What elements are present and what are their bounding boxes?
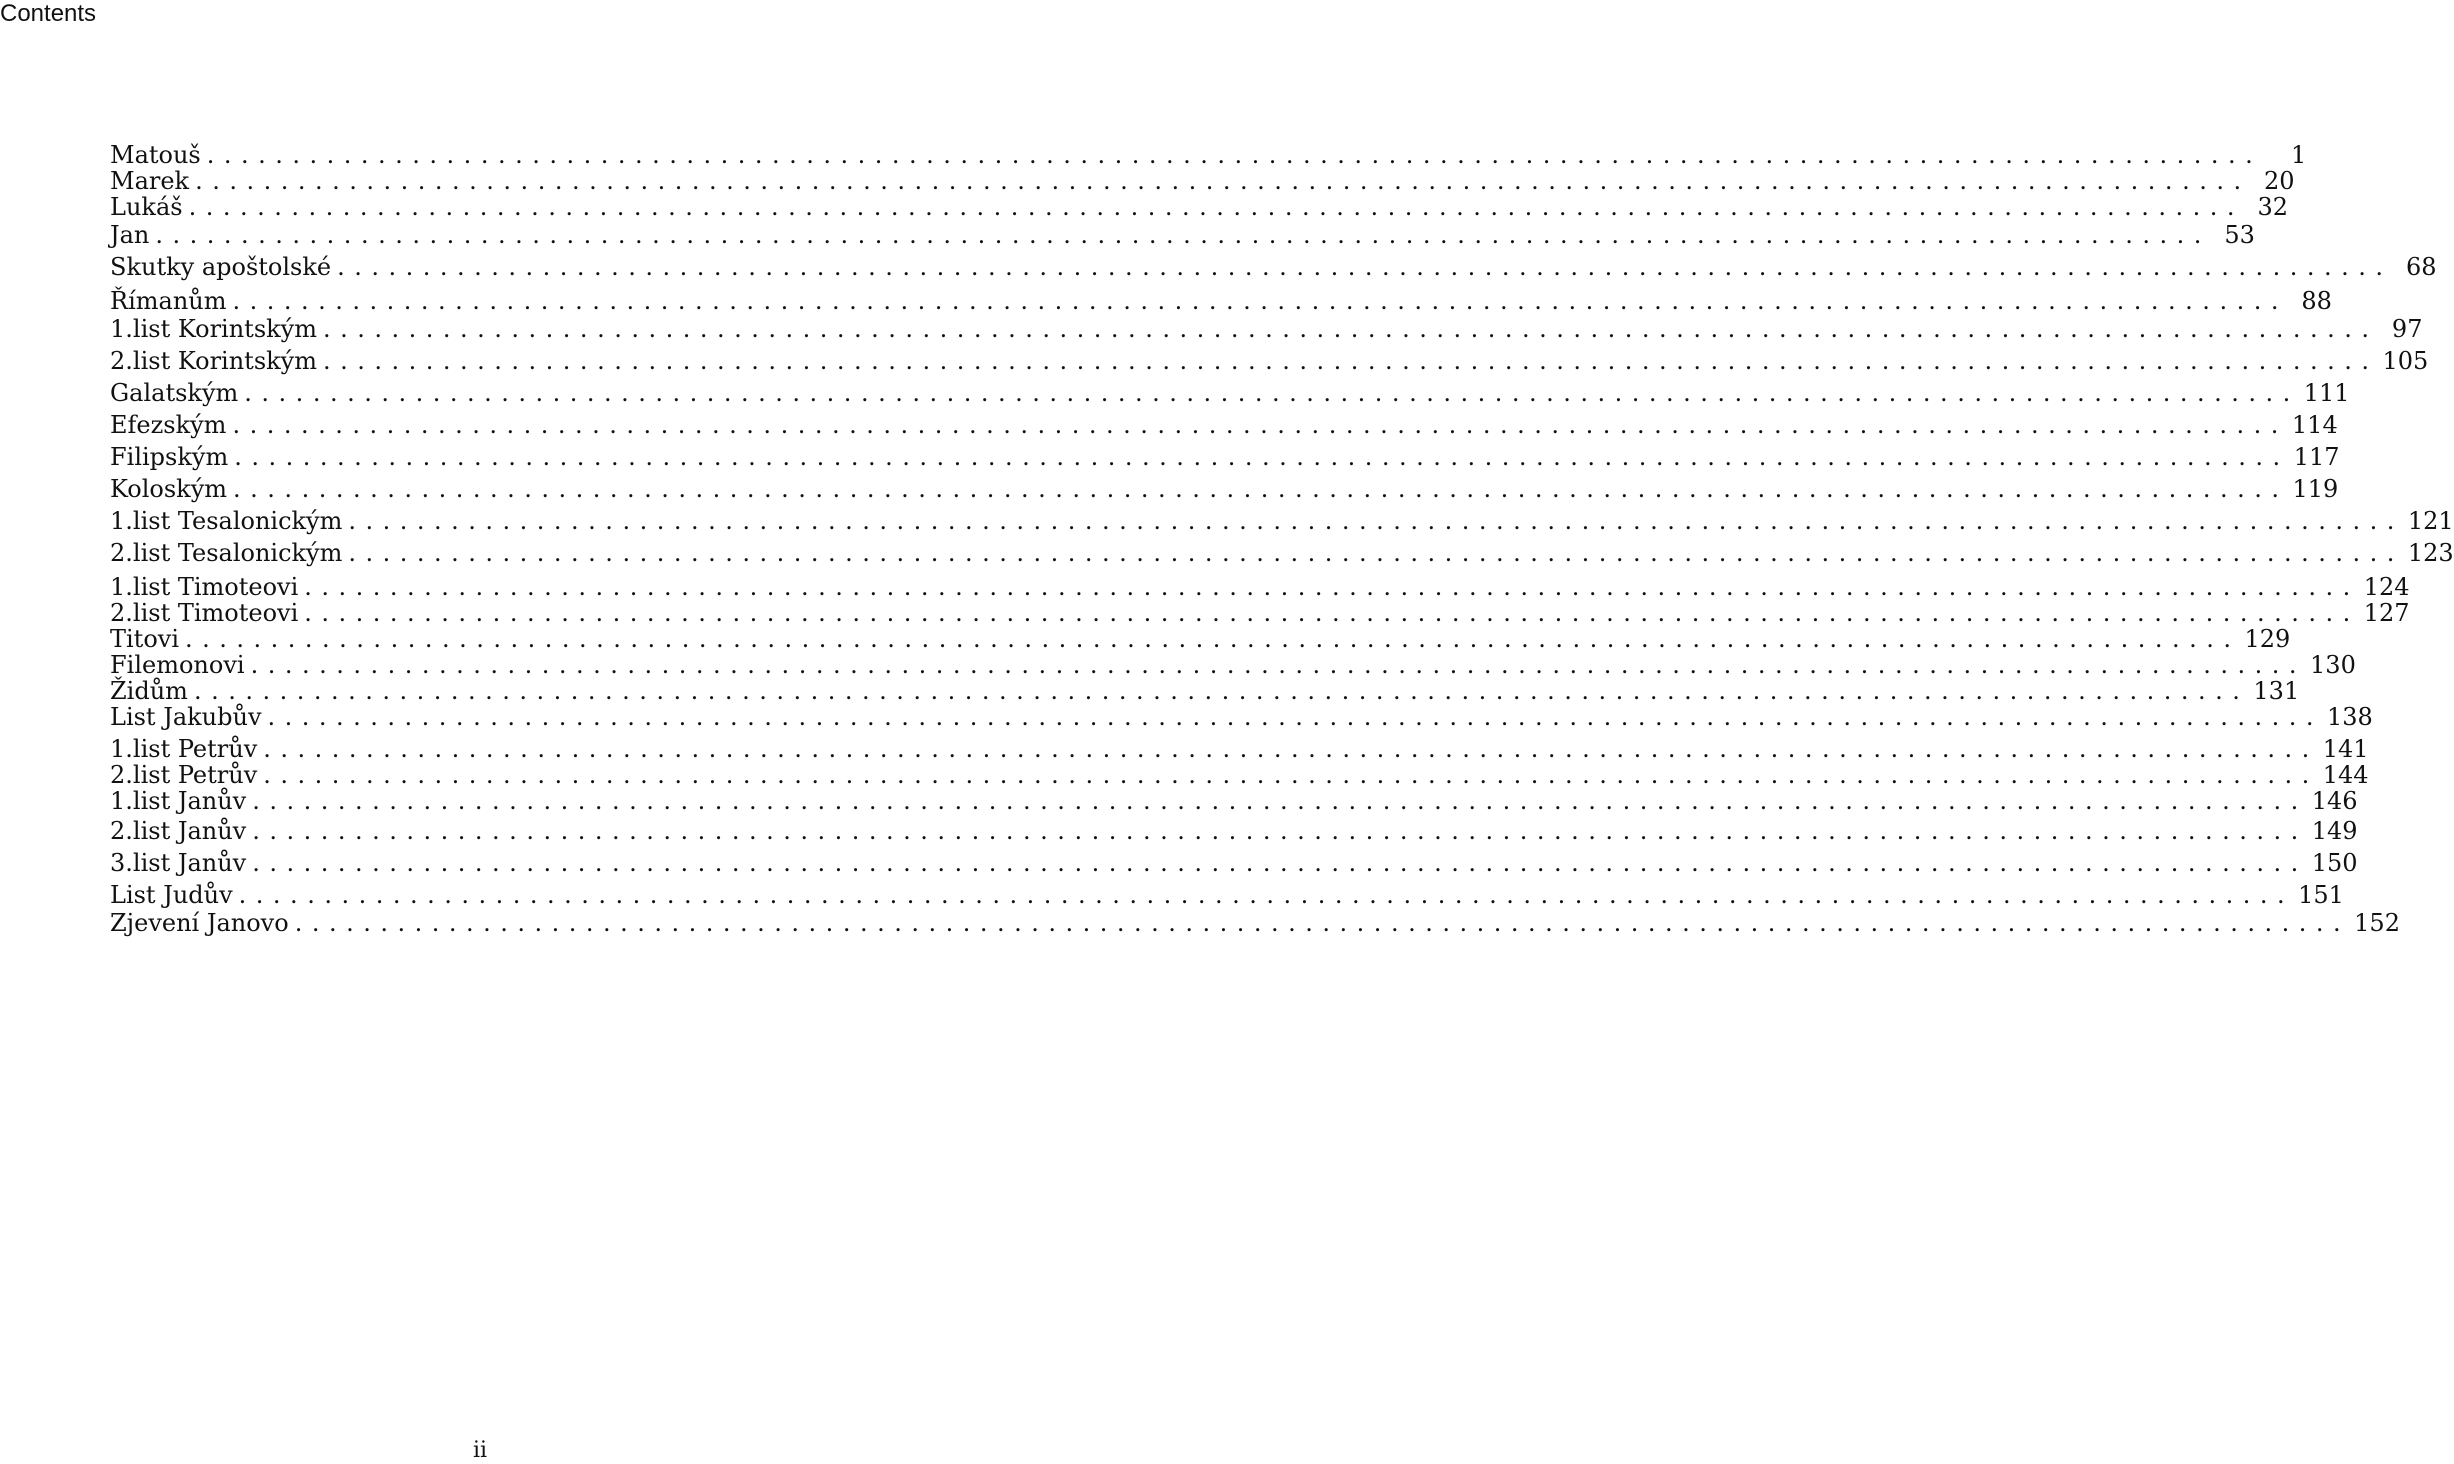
page-header-title: Contents — [0, 0, 97, 27]
toc-entry[interactable] — [110, 506, 2454, 536]
toc-dot-leader: ........................................................................................................................ — [244, 379, 2300, 407]
toc-entry-title: Skutky apoštolské — [110, 253, 332, 281]
toc-entry-page: 127 — [2363, 599, 2410, 627]
toc-entry[interactable] — [110, 474, 2339, 504]
toc-entry-title: 1.list Petrův — [110, 735, 258, 763]
toc-entry[interactable] — [110, 702, 2373, 732]
page-number-footer: ii — [472, 1438, 488, 1463]
toc-dot-leader: ........................................................................................................................ — [323, 347, 2379, 375]
toc-dot-leader: ........................................................................................................................ — [155, 221, 2211, 249]
toc-entry-title: Zjevení Janovo — [110, 909, 289, 937]
toc-entry[interactable] — [110, 314, 2423, 344]
toc-entry-page: 121 — [2407, 507, 2454, 535]
toc-dot-leader: ........................................................................................................................ — [252, 787, 2308, 815]
toc-entry[interactable] — [110, 378, 2350, 408]
toc-entry-title: Koloským — [110, 475, 228, 503]
toc-dot-leader: ........................................................................................................................ — [252, 849, 2308, 877]
toc-entry[interactable] — [110, 442, 2340, 472]
toc-entry-title: Lukáš — [110, 193, 183, 221]
toc-entry-page: 130 — [2310, 651, 2356, 679]
toc-entry[interactable] — [110, 410, 2338, 440]
toc-entry-title: List Judův — [110, 881, 233, 909]
toc-entry-page: 144 — [2322, 761, 2369, 789]
toc-entry[interactable] — [110, 252, 2437, 282]
toc-dot-leader: ........................................................................................................................ — [263, 735, 2319, 763]
toc-dot-leader: ........................................................................................................................ — [250, 651, 2307, 679]
toc-entry-title: 3.list Janův — [110, 849, 247, 877]
toc-entry-page: 88 — [2301, 287, 2332, 315]
toc-entry-title: Titovi — [110, 625, 180, 653]
toc-dot-leader: ........................................................................................................................ — [193, 677, 2250, 705]
toc-entry-page: 129 — [2244, 625, 2291, 653]
toc-entry-title: Židům — [110, 677, 188, 705]
toc-entry[interactable] — [110, 816, 2358, 846]
toc-dot-leader: ........................................................................................................................ — [304, 573, 2360, 601]
toc-dot-leader: ........................................................................................................................ — [232, 411, 2288, 439]
toc-dot-leader: ........................................................................................................................ — [188, 193, 2245, 221]
toc-entry[interactable] — [110, 848, 2358, 878]
toc-dot-leader: ........................................................................................................................ — [304, 599, 2360, 627]
toc-entry-page: 141 — [2322, 735, 2369, 763]
toc-entry-page: 151 — [2298, 881, 2344, 909]
toc-dot-leader: ........................................................................................................................ — [348, 539, 2404, 567]
toc-dot-leader: ........................................................................................................................ — [323, 315, 2379, 343]
toc-entry-title: Matouš — [110, 141, 201, 169]
toc-entry-title: 2.list Korintským — [110, 347, 317, 375]
toc-entry-title: 2.list Janův — [110, 817, 247, 845]
toc-entry-title: List Jakubův — [110, 703, 262, 731]
toc-entry-title: Jan — [110, 221, 150, 249]
toc-entry-title: Efezským — [110, 411, 227, 439]
toc-entry-page: 32 — [2257, 193, 2289, 221]
toc-dot-leader: ........................................................................................................................ — [337, 253, 2393, 281]
toc-entry-page: 123 — [2407, 539, 2454, 567]
toc-dot-leader: ........................................................................................................................ — [348, 507, 2404, 535]
toc-entry-page: 97 — [2391, 315, 2423, 343]
toc-entry-title: 1.list Korintským — [110, 315, 317, 343]
toc-entry-page: 149 — [2311, 817, 2358, 845]
toc-dot-leader: ........................................................................................................................ — [294, 909, 2351, 937]
toc-entry-page: 117 — [2293, 443, 2340, 471]
toc-entry-page: 53 — [2224, 221, 2255, 249]
toc-entry[interactable] — [110, 192, 2289, 222]
toc-entry-page: 124 — [2363, 573, 2410, 601]
toc-entry-title: 1.list Janův — [110, 787, 247, 815]
toc-dot-leader: ........................................................................................................................ — [234, 443, 2290, 471]
toc-dot-leader: ........................................................................................................................ — [238, 881, 2295, 909]
toc-entry-title: 2.list Petrův — [110, 761, 258, 789]
toc-dot-leader: ........................................................................................................................ — [252, 817, 2308, 845]
toc-entry-page: 1 — [2290, 141, 2307, 169]
toc-dot-leader: ........................................................................................................................ — [267, 703, 2323, 731]
toc-entry[interactable] — [110, 538, 2454, 568]
toc-entry-title: Filemonovi — [110, 651, 245, 679]
toc-dot-leader: ........................................................................................................................ — [263, 761, 2319, 789]
toc-entry[interactable] — [110, 786, 2358, 816]
toc-entry-title: Filipským — [110, 443, 229, 471]
toc-entry[interactable] — [110, 908, 2400, 938]
toc-entry-page: 119 — [2292, 475, 2339, 503]
toc-entry-page: 152 — [2354, 909, 2400, 937]
toc-entry-title: 1.list Timoteovi — [110, 573, 299, 601]
toc-entry-title: 2.list Tesalonickým — [110, 539, 343, 567]
toc-entry[interactable] — [110, 286, 2332, 316]
toc-entry-title: Římanům — [110, 287, 227, 315]
toc-entry-page: 146 — [2311, 787, 2358, 815]
toc-entry-page: 20 — [2264, 167, 2295, 195]
toc-dot-leader: ........................................................................................................................ — [195, 167, 2251, 195]
toc-entry-title: 1.list Tesalonickým — [110, 507, 343, 535]
toc-entry[interactable] — [110, 346, 2429, 376]
toc-entry[interactable] — [110, 220, 2255, 250]
toc-entry-title: 2.list Timoteovi — [110, 599, 299, 627]
toc-entry-title: Marek — [110, 167, 190, 195]
toc-entry-page: 105 — [2382, 347, 2429, 375]
toc-dot-leader: ........................................................................................................................ — [206, 141, 2263, 169]
toc-entry-page: 150 — [2311, 849, 2358, 877]
toc-entry-page: 114 — [2291, 411, 2338, 439]
toc-dot-leader: ........................................................................................................................ — [185, 625, 2241, 653]
toc-dot-leader: ........................................................................................................................ — [232, 287, 2288, 315]
toc-entry-page: 68 — [2406, 253, 2437, 281]
toc-dot-leader: ........................................................................................................................ — [233, 475, 2289, 503]
toc-entry-page: 138 — [2326, 703, 2373, 731]
toc-entry-title: Galatským — [110, 379, 239, 407]
toc-entry-page: 111 — [2303, 379, 2350, 407]
toc-entry-page: 131 — [2253, 677, 2300, 705]
toc-entry[interactable] — [110, 880, 2344, 910]
